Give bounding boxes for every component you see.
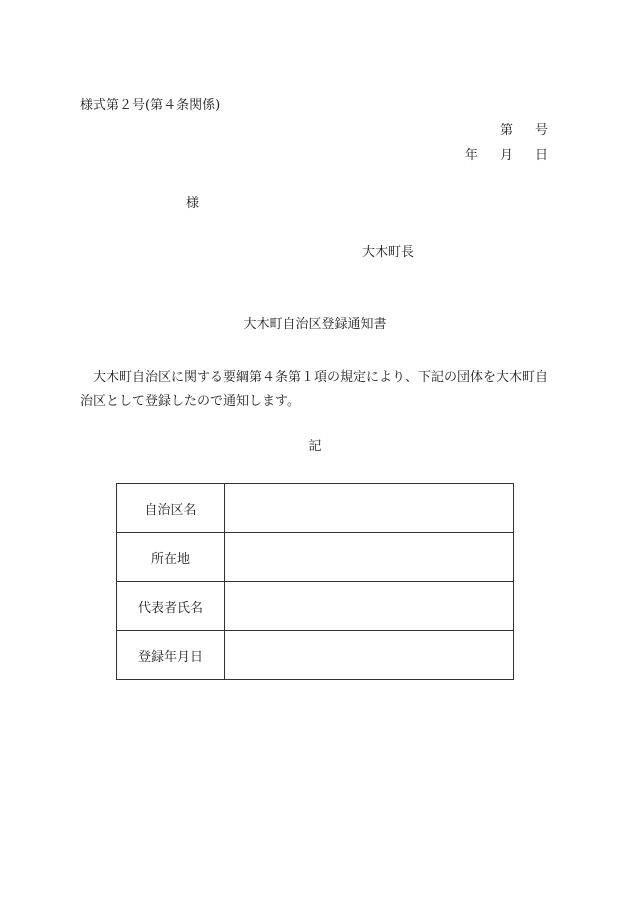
document-title: 大木町自治区登録通知書 <box>243 317 387 332</box>
number-suffix: 号 <box>534 123 548 138</box>
row-value <box>225 631 514 680</box>
date-month: 月 <box>499 148 513 163</box>
row-label: 登録年月日 <box>117 631 225 680</box>
row-value <box>225 582 514 631</box>
row-label: 自治区名 <box>117 484 225 533</box>
addressee-honorific: 様 <box>186 196 200 211</box>
date-line <box>465 149 548 162</box>
sender-name: 大木町長 <box>362 245 415 260</box>
row-value <box>225 533 514 582</box>
row-label: 所在地 <box>117 533 225 582</box>
table-row <box>117 484 514 533</box>
date-day: 日 <box>534 148 548 163</box>
table-row <box>117 582 514 631</box>
form-label: 様式第２号(第４条関係) <box>80 98 221 113</box>
ki-heading: 記 <box>308 439 322 454</box>
row-label: 代表者氏名 <box>117 582 225 631</box>
body-text: 大木町自治区に関する要綱第４条第１項の規定により、下記の団体を大木町自治区として登録したので通知します。 <box>80 370 549 409</box>
document-number-line <box>500 124 548 137</box>
row-value <box>225 484 514 533</box>
table-row <box>117 631 514 680</box>
registration-info-table <box>116 483 514 680</box>
date-year: 年 <box>464 148 478 163</box>
number-prefix: 第 <box>499 123 513 138</box>
table-row <box>117 533 514 582</box>
